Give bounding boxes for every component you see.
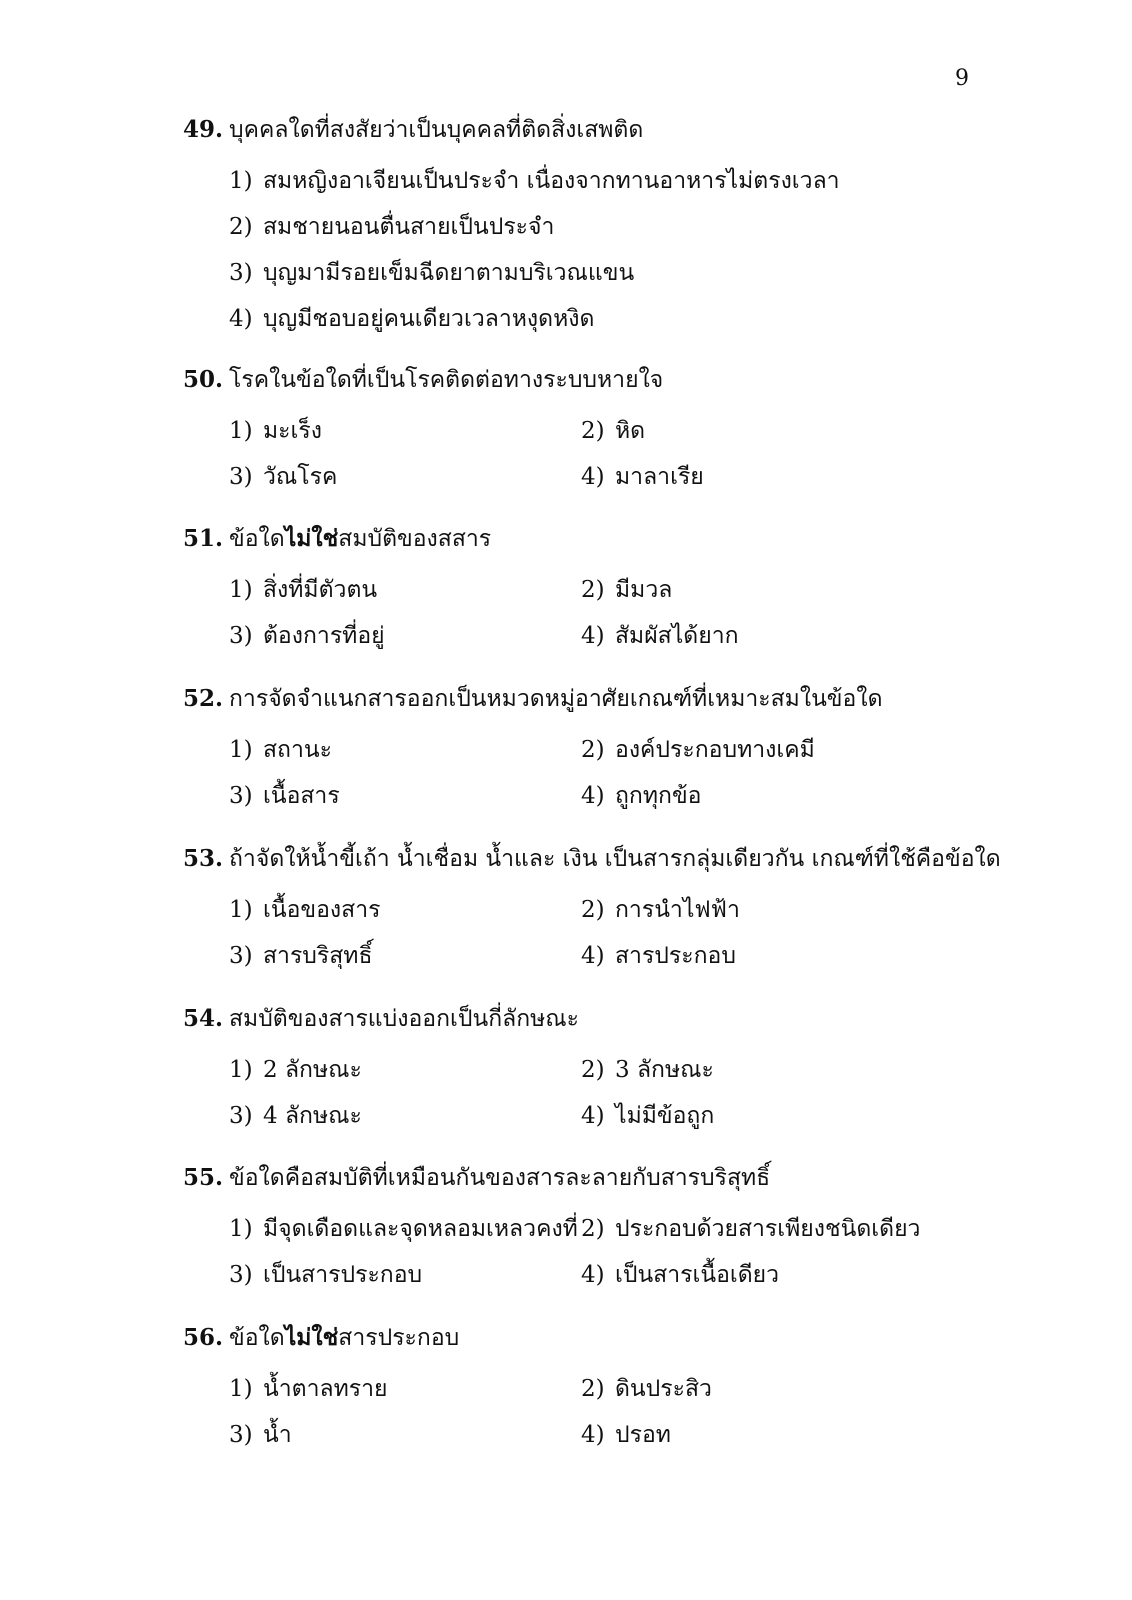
- options: [229, 158, 1083, 342]
- option-2[interactable]: 2) หิด: [581, 418, 646, 444]
- options: [229, 1047, 1083, 1139]
- options: [229, 727, 1083, 819]
- option-2[interactable]: 2) 3 ลักษณะ: [581, 1057, 714, 1083]
- question-54: [183, 1003, 1083, 1139]
- question-number: 56.: [183, 1324, 224, 1351]
- page-number: 9: [955, 66, 969, 91]
- question-number: 55.: [183, 1164, 224, 1191]
- question-text: บุคคลใดที่สงสัยว่าเป็นบุคคลที่ติดสิ่งเสพติด: [229, 117, 644, 143]
- option-4[interactable]: 4) สัมผัสได้ยาก: [581, 623, 739, 649]
- option-1[interactable]: 1) น้ำตาลทราย: [229, 1376, 388, 1402]
- question-51: [183, 523, 1083, 659]
- option-4[interactable]: 4) มาลาเรีย: [581, 464, 704, 490]
- option-4[interactable]: 4) ปรอท: [581, 1422, 671, 1448]
- option-2[interactable]: 2) การนำไฟฟ้า: [581, 897, 740, 923]
- option-1[interactable]: 1) สถานะ: [229, 737, 332, 763]
- option-1[interactable]: 1) สมหญิงอาเจียนเป็นประจำ เนื่องจากทานอาหารไม่ตรงเวลา: [229, 168, 840, 194]
- option-2[interactable]: 2) มีมวล: [581, 577, 673, 603]
- question-text: ข้อใดไม่ใช่สารประกอบ: [229, 1324, 460, 1351]
- option-3[interactable]: 3) บุญมามีรอยเข็มฉีดยาตามบริเวณแขน: [229, 260, 635, 286]
- option-3[interactable]: 3) สารบริสุทธิ์: [229, 943, 373, 969]
- option-4[interactable]: 4) ถูกทุกข้อ: [581, 783, 702, 809]
- question-text: ข้อใดไม่ใช่สมบัติของสสาร: [229, 525, 492, 552]
- question-50: [183, 364, 1083, 500]
- options: [229, 1366, 1083, 1458]
- option-3[interactable]: 3) เนื้อสาร: [229, 783, 340, 809]
- option-3[interactable]: 3) 4 ลักษณะ: [229, 1103, 362, 1129]
- question-56: [183, 1322, 1083, 1458]
- option-1[interactable]: 1) มีจุดเดือดและจุดหลอมเหลวคงที่: [229, 1216, 578, 1242]
- question-number: 52.: [183, 685, 224, 712]
- question-text: สมบัติของสารแบ่งออกเป็นกี่ลักษณะ: [229, 1006, 579, 1032]
- option-4[interactable]: 4) บุญมีชอบอยู่คนเดียวเวลาหงุดหงิด: [229, 306, 595, 332]
- question-number: 54.: [183, 1005, 224, 1032]
- question-number: 51.: [183, 525, 224, 552]
- option-1[interactable]: 1) เนื้อของสาร: [229, 897, 381, 923]
- options: [229, 567, 1083, 659]
- options: [229, 887, 1083, 979]
- option-2[interactable]: 2) ดินประสิว: [581, 1376, 712, 1402]
- question-53: [183, 843, 1083, 979]
- question-52: [183, 683, 1083, 819]
- question-text: โรคในข้อใดที่เป็นโรคติดต่อทางระบบหายใจ: [229, 367, 664, 393]
- option-4[interactable]: 4) สารประกอบ: [581, 943, 736, 969]
- option-1[interactable]: 1) มะเร็ง: [229, 418, 322, 444]
- option-2[interactable]: 2) ประกอบด้วยสารเพียงชนิดเดียว: [581, 1216, 921, 1242]
- question-text: ถ้าจัดให้น้ำขี้เถ้า น้ำเชื่อม น้ำและ เงิน เป็นสารกลุ่มเดียวกัน เกณฑ์ที่ใช้คือข้อใด: [229, 846, 1001, 872]
- question-number: 50.: [183, 366, 224, 393]
- option-2[interactable]: 2) องค์ประกอบทางเคมี: [581, 737, 815, 763]
- options: [229, 408, 1083, 500]
- option-1[interactable]: 1) 2 ลักษณะ: [229, 1057, 362, 1083]
- option-1[interactable]: 1) สิ่งที่มีตัวตน: [229, 577, 378, 603]
- option-4[interactable]: 4) เป็นสารเนื้อเดียว: [581, 1262, 780, 1288]
- question-49: [183, 114, 1083, 342]
- option-3[interactable]: 3) น้ำ: [229, 1422, 292, 1448]
- question-text: การจัดจำแนกสารออกเป็นหมวดหมู่อาศัยเกณฑ์ที่เหมาะสมในข้อใด: [229, 686, 883, 712]
- option-2[interactable]: 2) สมชายนอนตื่นสายเป็นประจำ: [229, 214, 555, 240]
- option-4[interactable]: 4) ไม่มีข้อถูก: [581, 1103, 715, 1129]
- question-text: ข้อใดคือสมบัติที่เหมือนกันของสารละลายกับสารบริสุทธิ์: [229, 1165, 771, 1191]
- question-55: [183, 1162, 1083, 1298]
- option-3[interactable]: 3) วัณโรค: [229, 464, 338, 490]
- option-3[interactable]: 3) ต้องการที่อยู่: [229, 623, 385, 649]
- question-number: 49.: [183, 116, 224, 143]
- question-number: 53.: [183, 845, 224, 872]
- options: [229, 1206, 1083, 1298]
- option-3[interactable]: 3) เป็นสารประกอบ: [229, 1262, 423, 1288]
